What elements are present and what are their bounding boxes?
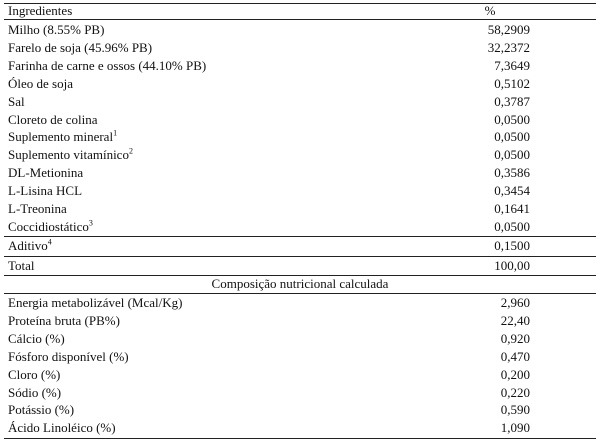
row-label: [8, 348, 129, 366]
table-row: [4, 330, 596, 348]
row-value: 0,0500: [494, 147, 530, 163]
row-label: [8, 39, 152, 57]
footnote-marker: 2: [128, 146, 133, 156]
header-row: [4, 2, 596, 20]
row-value: 0,3787: [494, 93, 530, 109]
row-label: [8, 366, 60, 384]
row-name: Energia metabolizável (Mcal/Kg): [8, 295, 183, 310]
row-value: 1,090: [500, 420, 530, 436]
total-name: Total: [8, 258, 35, 273]
row-name: Coccidiostático: [8, 218, 89, 234]
row-label: [8, 237, 52, 255]
row-name: Milho (8.55% PB): [8, 22, 105, 37]
table-row: [4, 401, 596, 419]
row-name: Farinha de carne e ossos (44.10% PB): [8, 57, 207, 73]
row-value: 0,0500: [494, 218, 530, 234]
row-name: DL-Metionina: [8, 165, 84, 181]
section-title: Composição nutricional calculada: [211, 276, 389, 291]
row-value: 22,40: [500, 312, 530, 328]
table-row: [4, 128, 596, 146]
table-row: [4, 93, 596, 111]
table-row: [4, 218, 596, 236]
row-label: [8, 294, 182, 312]
row-label: [8, 146, 133, 164]
row-value: 7,3649: [494, 57, 530, 73]
row-name: L-Lisina HCL: [8, 183, 83, 199]
table-row: [4, 111, 596, 129]
footnote-marker: 1: [113, 129, 118, 139]
table-row: [4, 200, 596, 218]
table-row: [4, 39, 596, 57]
total-row: [4, 257, 596, 275]
row-name: Ácido Linoléico (%): [8, 420, 116, 436]
row-label: [8, 93, 25, 111]
row-label: [8, 75, 73, 93]
table-row: [4, 384, 596, 402]
row-name: Proteína bruta (PB%): [8, 312, 120, 328]
table-row: [4, 312, 596, 330]
row-name: Cloro (%): [8, 366, 61, 382]
bottom-rule: [4, 438, 596, 439]
row-name: Potássio (%): [8, 402, 75, 418]
footnote-marker: 3: [88, 218, 93, 228]
row-label: [8, 182, 82, 200]
row-name: L-Treonina: [8, 201, 67, 216]
row-value: 58,2909: [487, 22, 530, 37]
row-label: [8, 111, 98, 129]
table-row: [4, 294, 596, 312]
row-label: [8, 312, 120, 330]
table-row: [4, 164, 596, 182]
footnote-marker: 4: [47, 237, 52, 247]
row-label: [8, 218, 93, 236]
table-row: [4, 21, 596, 39]
additive-row: [4, 237, 596, 255]
row-value: 0,0500: [494, 129, 530, 145]
row-value: 0,200: [500, 366, 530, 382]
header-ingredients: Ingredientes: [8, 3, 73, 18]
table-row: [4, 75, 596, 93]
row-name: Suplemento vitamínico: [8, 147, 129, 163]
table-row: [4, 419, 596, 437]
row-value: 2,960: [500, 295, 530, 310]
row-value: 0,3586: [494, 165, 530, 181]
total-value: 100,00: [494, 258, 530, 273]
row-name: Sal: [8, 93, 25, 109]
row-label: [8, 401, 74, 419]
row-label: [8, 330, 65, 348]
row-label: [8, 57, 206, 75]
table-row: [4, 366, 596, 384]
row-value: 0,470: [500, 348, 530, 364]
row-name: Suplemento mineral: [8, 129, 114, 145]
row-value: 32,2372: [487, 39, 530, 55]
row-name: Óleo de soja: [8, 75, 73, 91]
table-row: [4, 182, 596, 200]
additive-value: 0,1500: [494, 238, 530, 253]
row-value: 0,0500: [494, 111, 530, 127]
additive-name: Aditivo: [8, 238, 48, 253]
row-label: [8, 419, 116, 437]
row-value: 0,220: [500, 384, 530, 400]
row-value: 0,5102: [494, 75, 530, 91]
row-name: Fósforo disponível (%): [8, 348, 129, 364]
row-value: 0,1641: [494, 201, 530, 216]
row-name: Farelo de soja (45.96% PB): [8, 39, 153, 55]
row-name: Cloreto de colina: [8, 111, 98, 127]
row-value: 0,3454: [494, 183, 530, 199]
row-name: Sódio (%): [8, 384, 62, 400]
table-row: [4, 146, 596, 164]
table-row: [4, 57, 596, 75]
header-percent: %: [484, 3, 496, 18]
row-label: [8, 164, 83, 182]
row-label: [8, 384, 61, 402]
row-label: [8, 21, 104, 39]
row-value: 0,920: [500, 330, 530, 346]
row-name: Cálcio (%): [8, 330, 65, 346]
row-label: [8, 128, 117, 146]
row-label: [8, 200, 67, 218]
table-row: [4, 348, 596, 366]
row-value: 0,590: [500, 402, 530, 418]
